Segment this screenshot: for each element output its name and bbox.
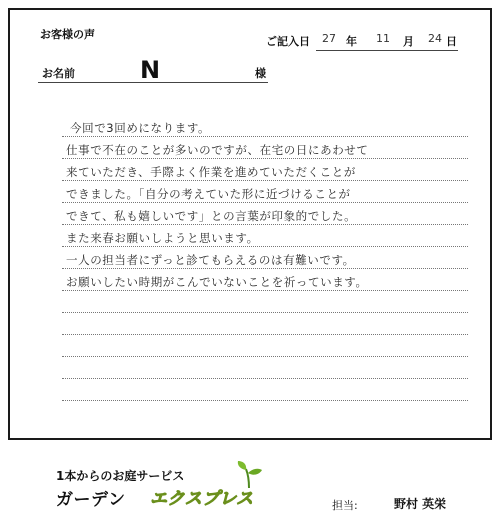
message-line: お願いしたい時期がこんでいないことを祈っています。 <box>66 275 368 289</box>
ruled-line <box>62 290 468 291</box>
ruled-message-area <box>62 116 468 410</box>
message-line: 来ていただき、手際よく作業を進めていただくことが <box>66 165 356 179</box>
name-label: お名前 <box>42 67 75 80</box>
date-year-unit: 年 <box>346 35 357 48</box>
ruled-line <box>62 268 468 269</box>
ruled-line <box>62 136 468 137</box>
ruled-line <box>62 312 468 313</box>
brand-name-main: ガーデン <box>56 490 126 510</box>
ruled-line <box>62 246 468 247</box>
date-month: 11 <box>376 32 390 45</box>
ruled-line <box>62 334 468 335</box>
date-year: 27 <box>322 32 336 45</box>
staff-name: 野村 英栄 <box>394 497 447 511</box>
ruled-line <box>62 202 468 203</box>
message-line: できました。「自分の考えていた形に近づけることが <box>66 187 351 201</box>
footer <box>0 440 500 521</box>
ruled-line <box>62 158 468 159</box>
ruled-line <box>62 356 468 357</box>
message-line: できて、私も嬉しいです」との言葉が印象的でした。 <box>66 209 357 223</box>
name-underline <box>38 82 268 83</box>
date-month-unit: 月 <box>403 35 414 48</box>
date-day: 24 <box>428 32 442 45</box>
customer-voice-card <box>8 8 492 440</box>
date-day-unit: 日 <box>446 35 457 48</box>
date-underline <box>316 50 458 51</box>
ruled-line <box>62 378 468 379</box>
message-line: 今回で3回めになります。 <box>70 121 211 135</box>
tagline: 1本からのお庭サービス <box>56 469 185 483</box>
ruled-line <box>62 224 468 225</box>
date-label: ご記入日 <box>266 35 310 48</box>
brand-name-accent: エクスプレス <box>150 489 254 509</box>
name-suffix: 様 <box>255 67 266 80</box>
ruled-line <box>62 400 468 401</box>
message-line: 一人の担当者にずっと診てもらえるのは有難いです。 <box>66 253 355 267</box>
customer-name: N <box>140 56 161 84</box>
message-line: また来春お願いしようと思います。 <box>66 231 259 245</box>
ruled-line <box>62 180 468 181</box>
staff-label: 担当: <box>332 499 358 512</box>
card-title: お客様の声 <box>40 28 95 41</box>
message-line: 仕事で不在のことが多いのですが、在宅の日にあわせて <box>66 143 369 157</box>
